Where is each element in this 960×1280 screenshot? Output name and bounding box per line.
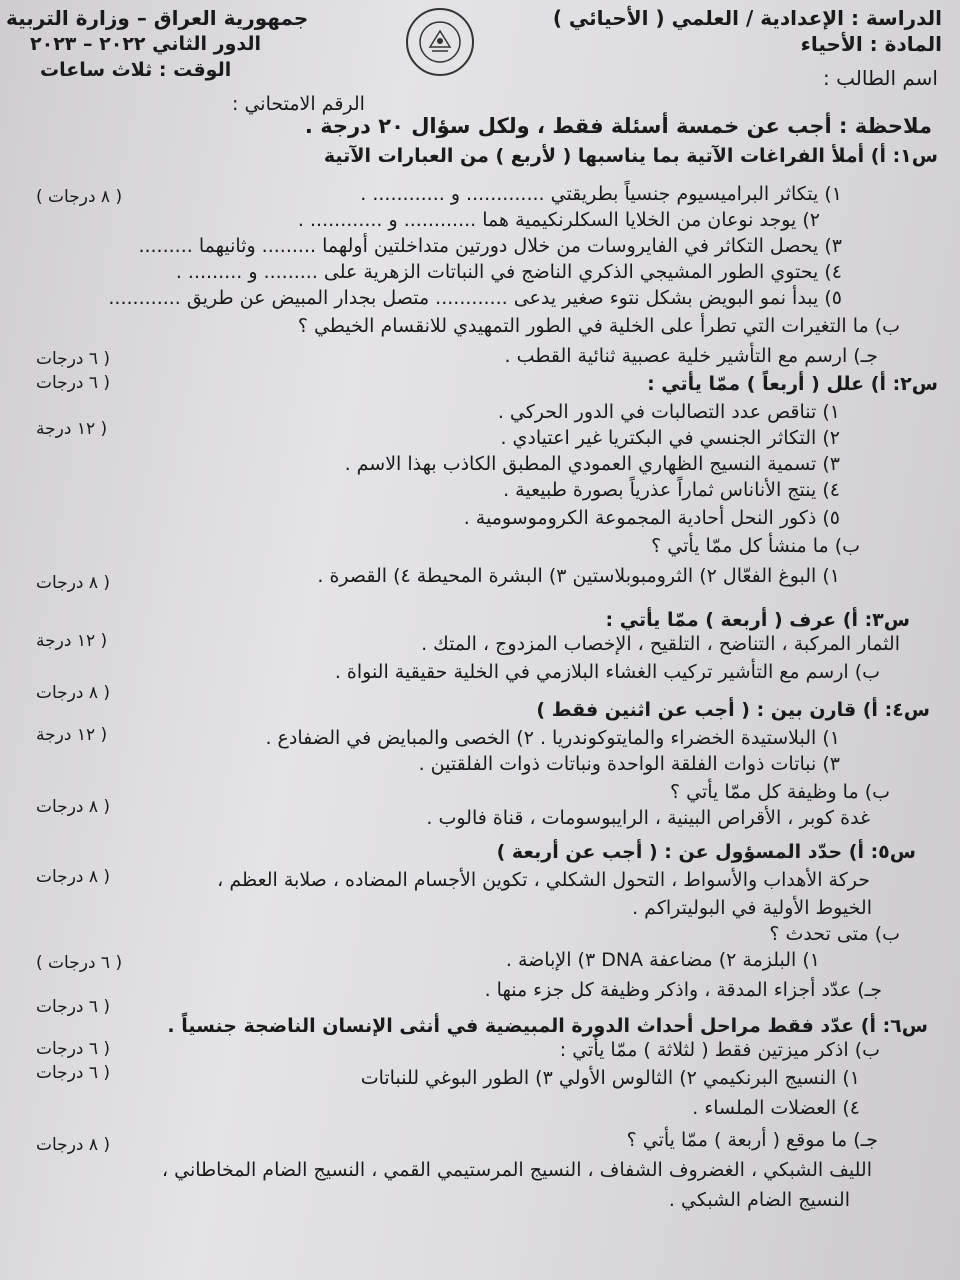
- marks-label: ( ٨ درجات: [36, 867, 111, 887]
- marks-label: ( ٦ درجات: [36, 373, 111, 393]
- header-study: الدراسة : الإعدادية / العلمي ( الأحيائي ): [552, 6, 942, 30]
- question-line: ٥) يبدأ نمو البويض بشكل نتوء صغير يدعى ............ متصل بجدار المبيض عن طريق ............: [108, 287, 842, 309]
- question-line: س٣: أ) عرف ( أربعة ) ممّا يأتي :: [605, 609, 910, 631]
- question-line: ٤) ينتج الأناناس ثماراً عذرياً بصورة طبيعية .: [503, 479, 840, 501]
- marks-label: ( ١٢ درجة: [36, 725, 108, 745]
- header-ministry: جمهورية العراق – وزارة التربية: [6, 6, 309, 30]
- question-line: س١: أ) أملأ الفراغات الآتية بما يناسبها ( لأربع ) من العبارات الآتية: [323, 145, 938, 167]
- exam-number-label: الرقم الامتحاني :: [232, 93, 365, 115]
- question-line: ١) تناقص عدد التصالبات في الدور الحركي .: [497, 401, 840, 423]
- marks-label: ( ٨ درجات: [36, 1135, 111, 1155]
- question-line: جـ) ارسم مع التأشير خلية عصبية ثنائية القطب .: [504, 345, 878, 367]
- marks-label: ( ٨ درجات: [36, 573, 111, 593]
- question-line: ٣) يحصل التكاثر في الفايروسات من خلال دورتين متداخلتين أولهما ......... وثانيهما .........: [138, 235, 842, 257]
- question-line: ١) البلزمة ٢) مضاعفة DNA ٣) الإباضة .: [505, 949, 820, 971]
- header-subject: المادة : الأحياء: [800, 32, 942, 56]
- marks-label: ( ١٢ درجة: [36, 419, 108, 439]
- question-line: جـ) عدّد أجزاء المدقة ، واذكر وظيفة كل جزء منها .: [484, 979, 882, 1001]
- marks-label: ( ١٢ درجة: [36, 631, 108, 651]
- question-line: الليف الشبكي ، الغضروف الشفاف ، النسيج المرستيمي القمي ، النسيج الضام المخاطاني ،: [161, 1159, 872, 1181]
- question-line: س٢: أ) علل ( أربعاً ) ممّا يأتي :: [647, 373, 938, 395]
- question-line: النسيج الضام الشبكي .: [668, 1189, 850, 1211]
- question-line: ب) ما التغيرات التي تطرأ على الخلية في الطور التمهيدي للانقسام الخيطي ؟: [297, 315, 900, 337]
- question-line: ٢) يوجد نوعان من الخلايا السكلرنكيمية هما ............ و ............ .: [297, 209, 820, 231]
- question-line: ب) ما منشأ كل ممّا يأتي ؟: [651, 535, 860, 557]
- question-line: ب) اذكر ميزتين فقط ( لثلاثة ) ممّا يأتي :: [559, 1039, 880, 1061]
- question-line: ٤) يحتوي الطور المشيجي الذكري الناضج في النباتات الزهرية على ......... و ......... .: [175, 261, 842, 283]
- question-line: ١) البلاستيدة الخضراء والمايتوكوندريا . ٢) الخصى والمبايض في الضفادع .: [265, 727, 840, 749]
- header-time: الوقت : ثلاث ساعات: [40, 59, 232, 81]
- question-line: ب) ارسم مع التأشير تركيب الغشاء البلازمي في الخلية حقيقية النواة .: [334, 661, 880, 683]
- question-line: حركة الأهداب والأسواط ، التحول الشكلي ، تكوين الأجسام المضاده ، صلابة العظم ،: [217, 869, 870, 891]
- marks-label: ( ٨ درجات: [36, 683, 111, 703]
- question-line: جـ) ما موقع ( أربعة ) ممّا يأتي ؟: [626, 1129, 878, 1151]
- question-line: ٣) تسمية النسيج الظهاري العمودي المطبق الكاذب بهذا الاسم .: [344, 453, 840, 475]
- question-line: ٣) نباتات ذوات الفلقة الواحدة ونباتات ذوات الفلقتين .: [418, 753, 840, 775]
- question-line: ٢) التكاثر الجنسي في البكتريا غير اعتيادي .: [500, 427, 840, 449]
- question-line: ٤) العضلات الملساء .: [692, 1097, 860, 1119]
- question-line: ١) يتكاثر البراميسيوم جنسياً بطريقتي ............. و ............ .: [360, 183, 842, 205]
- marks-label: ( ٦ درجات: [36, 997, 111, 1017]
- question-line: ب) ما وظيفة كل ممّا يأتي ؟: [669, 781, 890, 803]
- question-line: ١) النسيج البرنكيمي ٢) الثالوس الأولي ٣) الطور البوغي للنباتات: [360, 1067, 860, 1089]
- question-line: الخيوط الأولية في البوليتراكم .: [632, 897, 872, 919]
- question-line: ٥) ذكور النحل أحادية المجموعة الكروموسومية .: [463, 507, 840, 529]
- question-line: س٦: أ) عدّد فقط مراحل أحداث الدورة المبيضية في أنثى الإنسان الناضجة جنسياً .: [167, 1015, 928, 1037]
- question-line: س٥: أ) حدّد المسؤول عن : ( أجب عن أربعة ): [496, 841, 916, 863]
- marks-label: ( ٦ درجات: [36, 349, 111, 369]
- iraq-emblem-icon: [406, 8, 474, 76]
- marks-label: ( ٦ درجات: [36, 1039, 111, 1059]
- question-line: س٤: أ) قارن بين : ( أجب عن اثنين فقط ): [536, 699, 930, 721]
- marks-label: ( ٦ درجات: [36, 1063, 111, 1083]
- header-session: الدور الثاني ٢٠٢٢ – ٢٠٢٣: [30, 33, 262, 55]
- question-line: ب) متى تحدث ؟: [769, 923, 900, 945]
- marks-label: ( ٨ درجات: [36, 797, 111, 817]
- question-line: غدة كوبر ، الأقراص البينية ، الرايبوسومات ، قناة فالوب .: [426, 807, 870, 829]
- exam-note: ملاحظة : أجب عن خمسة أسئلة فقط ، ولكل سؤال ٢٠ درجة .: [304, 114, 932, 138]
- marks-label: ( ٦ درجات ): [36, 953, 123, 973]
- question-line: الثمار المركبة ، التناضح ، التلقيح ، الإخصاب المزدوج ، المتك .: [421, 633, 900, 655]
- marks-label: ( ٨ درجات ): [36, 187, 123, 207]
- student-name-label: اسم الطالب :: [823, 66, 938, 90]
- question-line: ١) البوغ الفعّال ٢) الثرومبوبلاستين ٣) البشرة المحيطة ٤) القصرة .: [317, 565, 840, 587]
